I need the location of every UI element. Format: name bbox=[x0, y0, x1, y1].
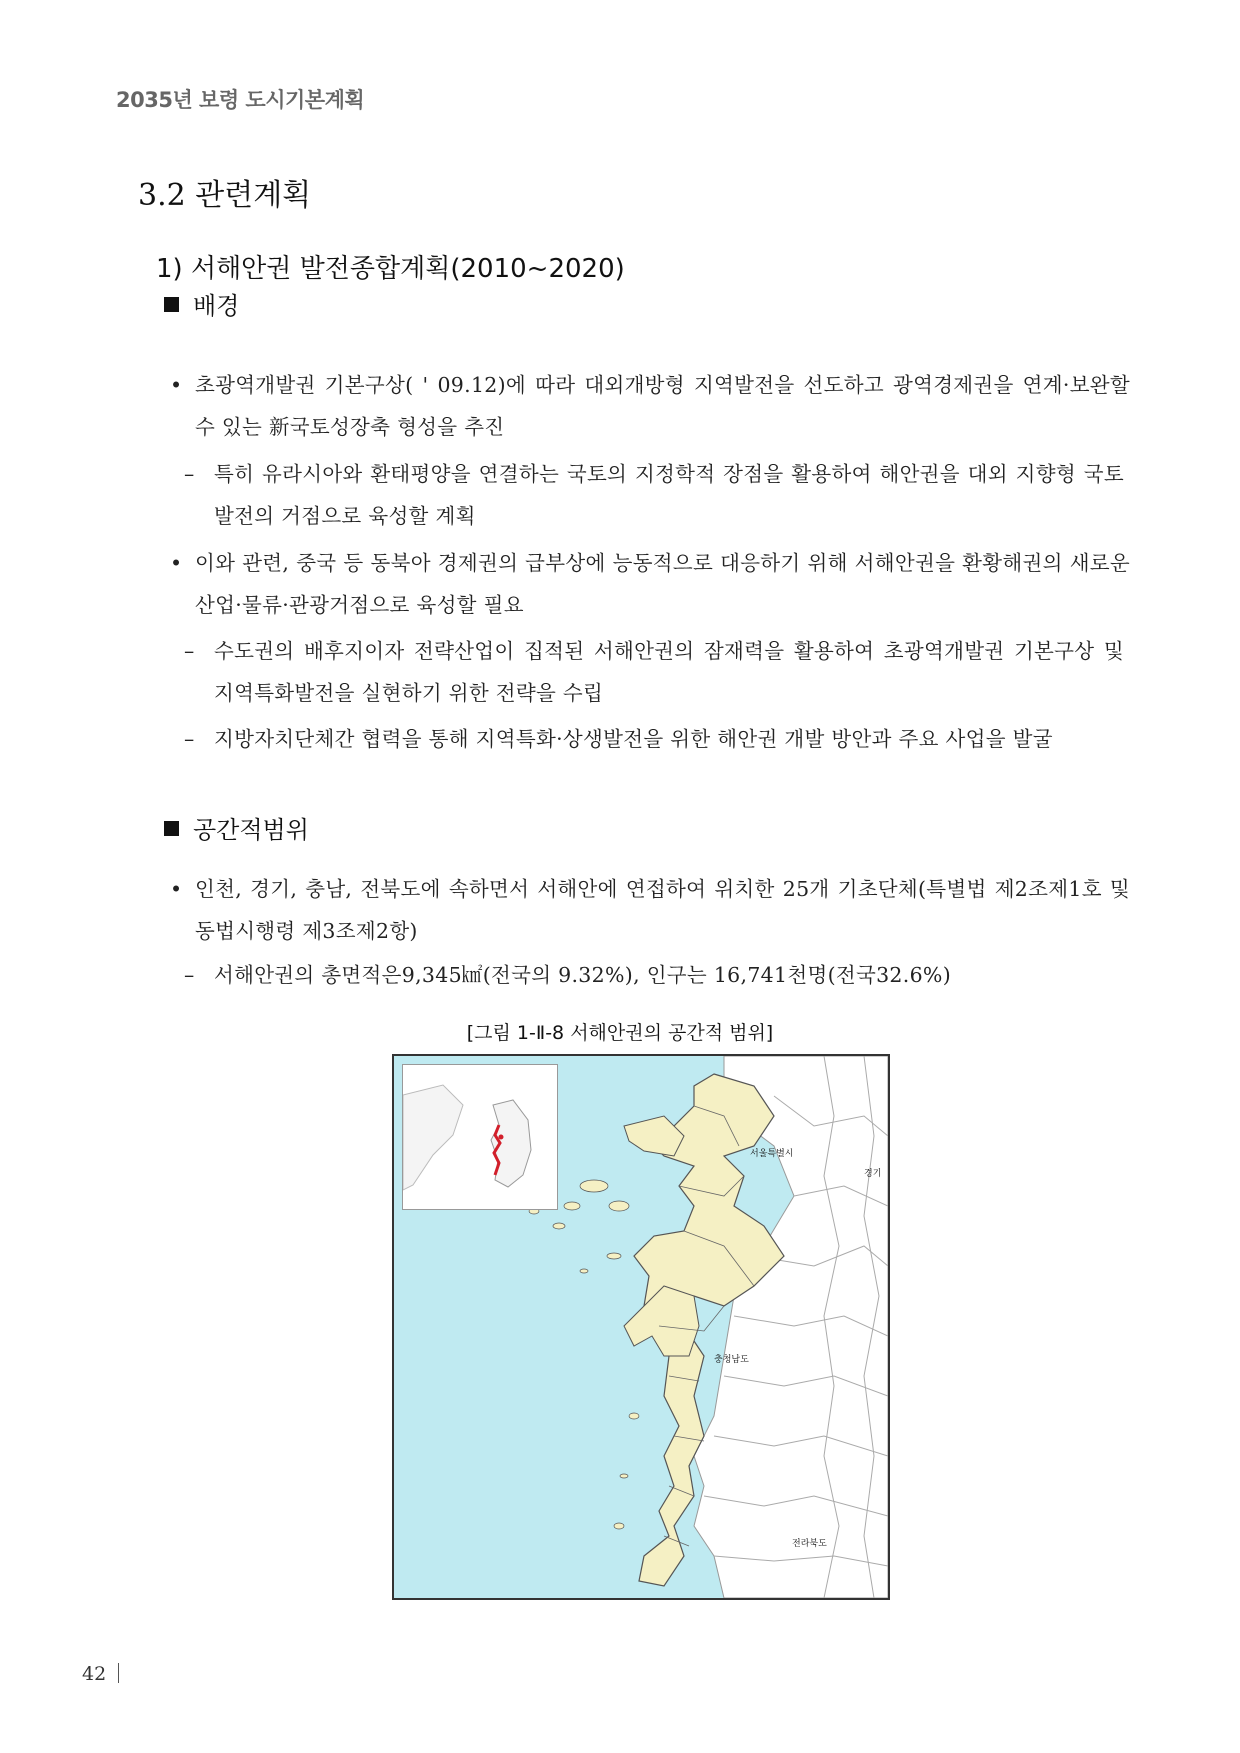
subsection-title: 1) 서해안권 발전종합계획(2010~2020) bbox=[156, 254, 625, 284]
background-dash-3 bbox=[184, 718, 1124, 760]
label-jeonbuk: 전라북도 bbox=[792, 1539, 827, 1549]
bullet-text: 초광역개발권 기본구상( ' 09.12)에 따라 대외개방형 지역발전을 선도하고 광역경제권을 연계·보완할 수 있는 新국토성장축 형성을 추진 bbox=[195, 373, 1130, 439]
scope-heading-text: 공간적범위 bbox=[193, 816, 309, 844]
bullet-marker: • bbox=[170, 373, 183, 397]
section-title: 3.2 관련계획 bbox=[138, 178, 312, 213]
dash-marker: – bbox=[184, 963, 195, 987]
background-dash-1 bbox=[184, 453, 1124, 537]
dash-text: 서해안권의 총면적은9,345㎢(전국의 9.32%), 인구는 16,741천명(전국32.6%) bbox=[214, 963, 951, 987]
dash-text: 특히 유라시아와 환태평양을 연결하는 국토의 지정학적 장점을 활용하여 해안권을 대외 지향형 국토발전의 거점으로 육성할 계획 bbox=[214, 462, 1124, 528]
dash-text: 지방자치단체간 협력을 통해 지역특화·상생발전을 위한 해안권 개발 방안과 주요 사업을 발굴 bbox=[214, 727, 1053, 751]
scope-dash-1 bbox=[184, 954, 1124, 996]
label-seoul: 서울특별시 bbox=[750, 1149, 794, 1159]
coastal-region-upper bbox=[624, 1116, 684, 1156]
bullet-marker: • bbox=[170, 877, 183, 901]
bullet-marker: • bbox=[170, 551, 183, 575]
dash-marker: – bbox=[184, 462, 195, 486]
background-bullet-2 bbox=[170, 542, 1130, 626]
background-dash-2 bbox=[184, 630, 1124, 714]
scope-heading bbox=[164, 810, 309, 845]
page-number-divider bbox=[118, 1663, 119, 1683]
background-heading bbox=[164, 286, 239, 321]
square-bullet-icon bbox=[164, 821, 179, 836]
china-outline bbox=[403, 1085, 463, 1190]
running-header: 2035년 보령 도시기본계획 bbox=[116, 88, 365, 112]
dash-text: 수도권의 배후지이자 전략산업이 집적된 서해안권의 잠재력을 활용하여 초광역개발권 기본구상 및 지역특화발전을 실현하기 위한 전략을 수립 bbox=[214, 639, 1124, 705]
islands bbox=[529, 1180, 639, 1529]
dash-marker: – bbox=[184, 639, 195, 663]
background-heading-text: 배경 bbox=[193, 292, 240, 320]
bullet-text: 이와 관련, 중국 등 동북아 경제권의 급부상에 능동적으로 대응하기 위해 서해안권을 환황해권의 새로운 산업·물류·관광거점으로 육성할 필요 bbox=[195, 551, 1130, 617]
page-number: 42 bbox=[82, 1663, 107, 1685]
bullet-text: 인천, 경기, 충남, 전북도에 속하면서 서해안에 연접하여 위치한 25개 기초단체(특별법 제2조제1호 및 동법시행령 제3조제2항) bbox=[195, 877, 1130, 943]
korea-locator-inset bbox=[402, 1064, 558, 1210]
dash-marker: – bbox=[184, 727, 195, 751]
label-chungnam: 충청남도 bbox=[714, 1355, 749, 1365]
label-gyeonggi: 경기 bbox=[864, 1169, 882, 1179]
figure-caption: [그림 1-Ⅱ-8 서해안권의 공간적 범위] bbox=[466, 1022, 774, 1044]
background-bullet-1 bbox=[170, 364, 1130, 448]
west-coast-region-map bbox=[392, 1054, 890, 1600]
locator-drawing bbox=[403, 1065, 557, 1209]
taean-peninsula bbox=[624, 1286, 699, 1356]
square-bullet-icon bbox=[164, 297, 179, 312]
scope-bullet-1 bbox=[170, 868, 1130, 952]
korea-outline bbox=[491, 1100, 531, 1187]
